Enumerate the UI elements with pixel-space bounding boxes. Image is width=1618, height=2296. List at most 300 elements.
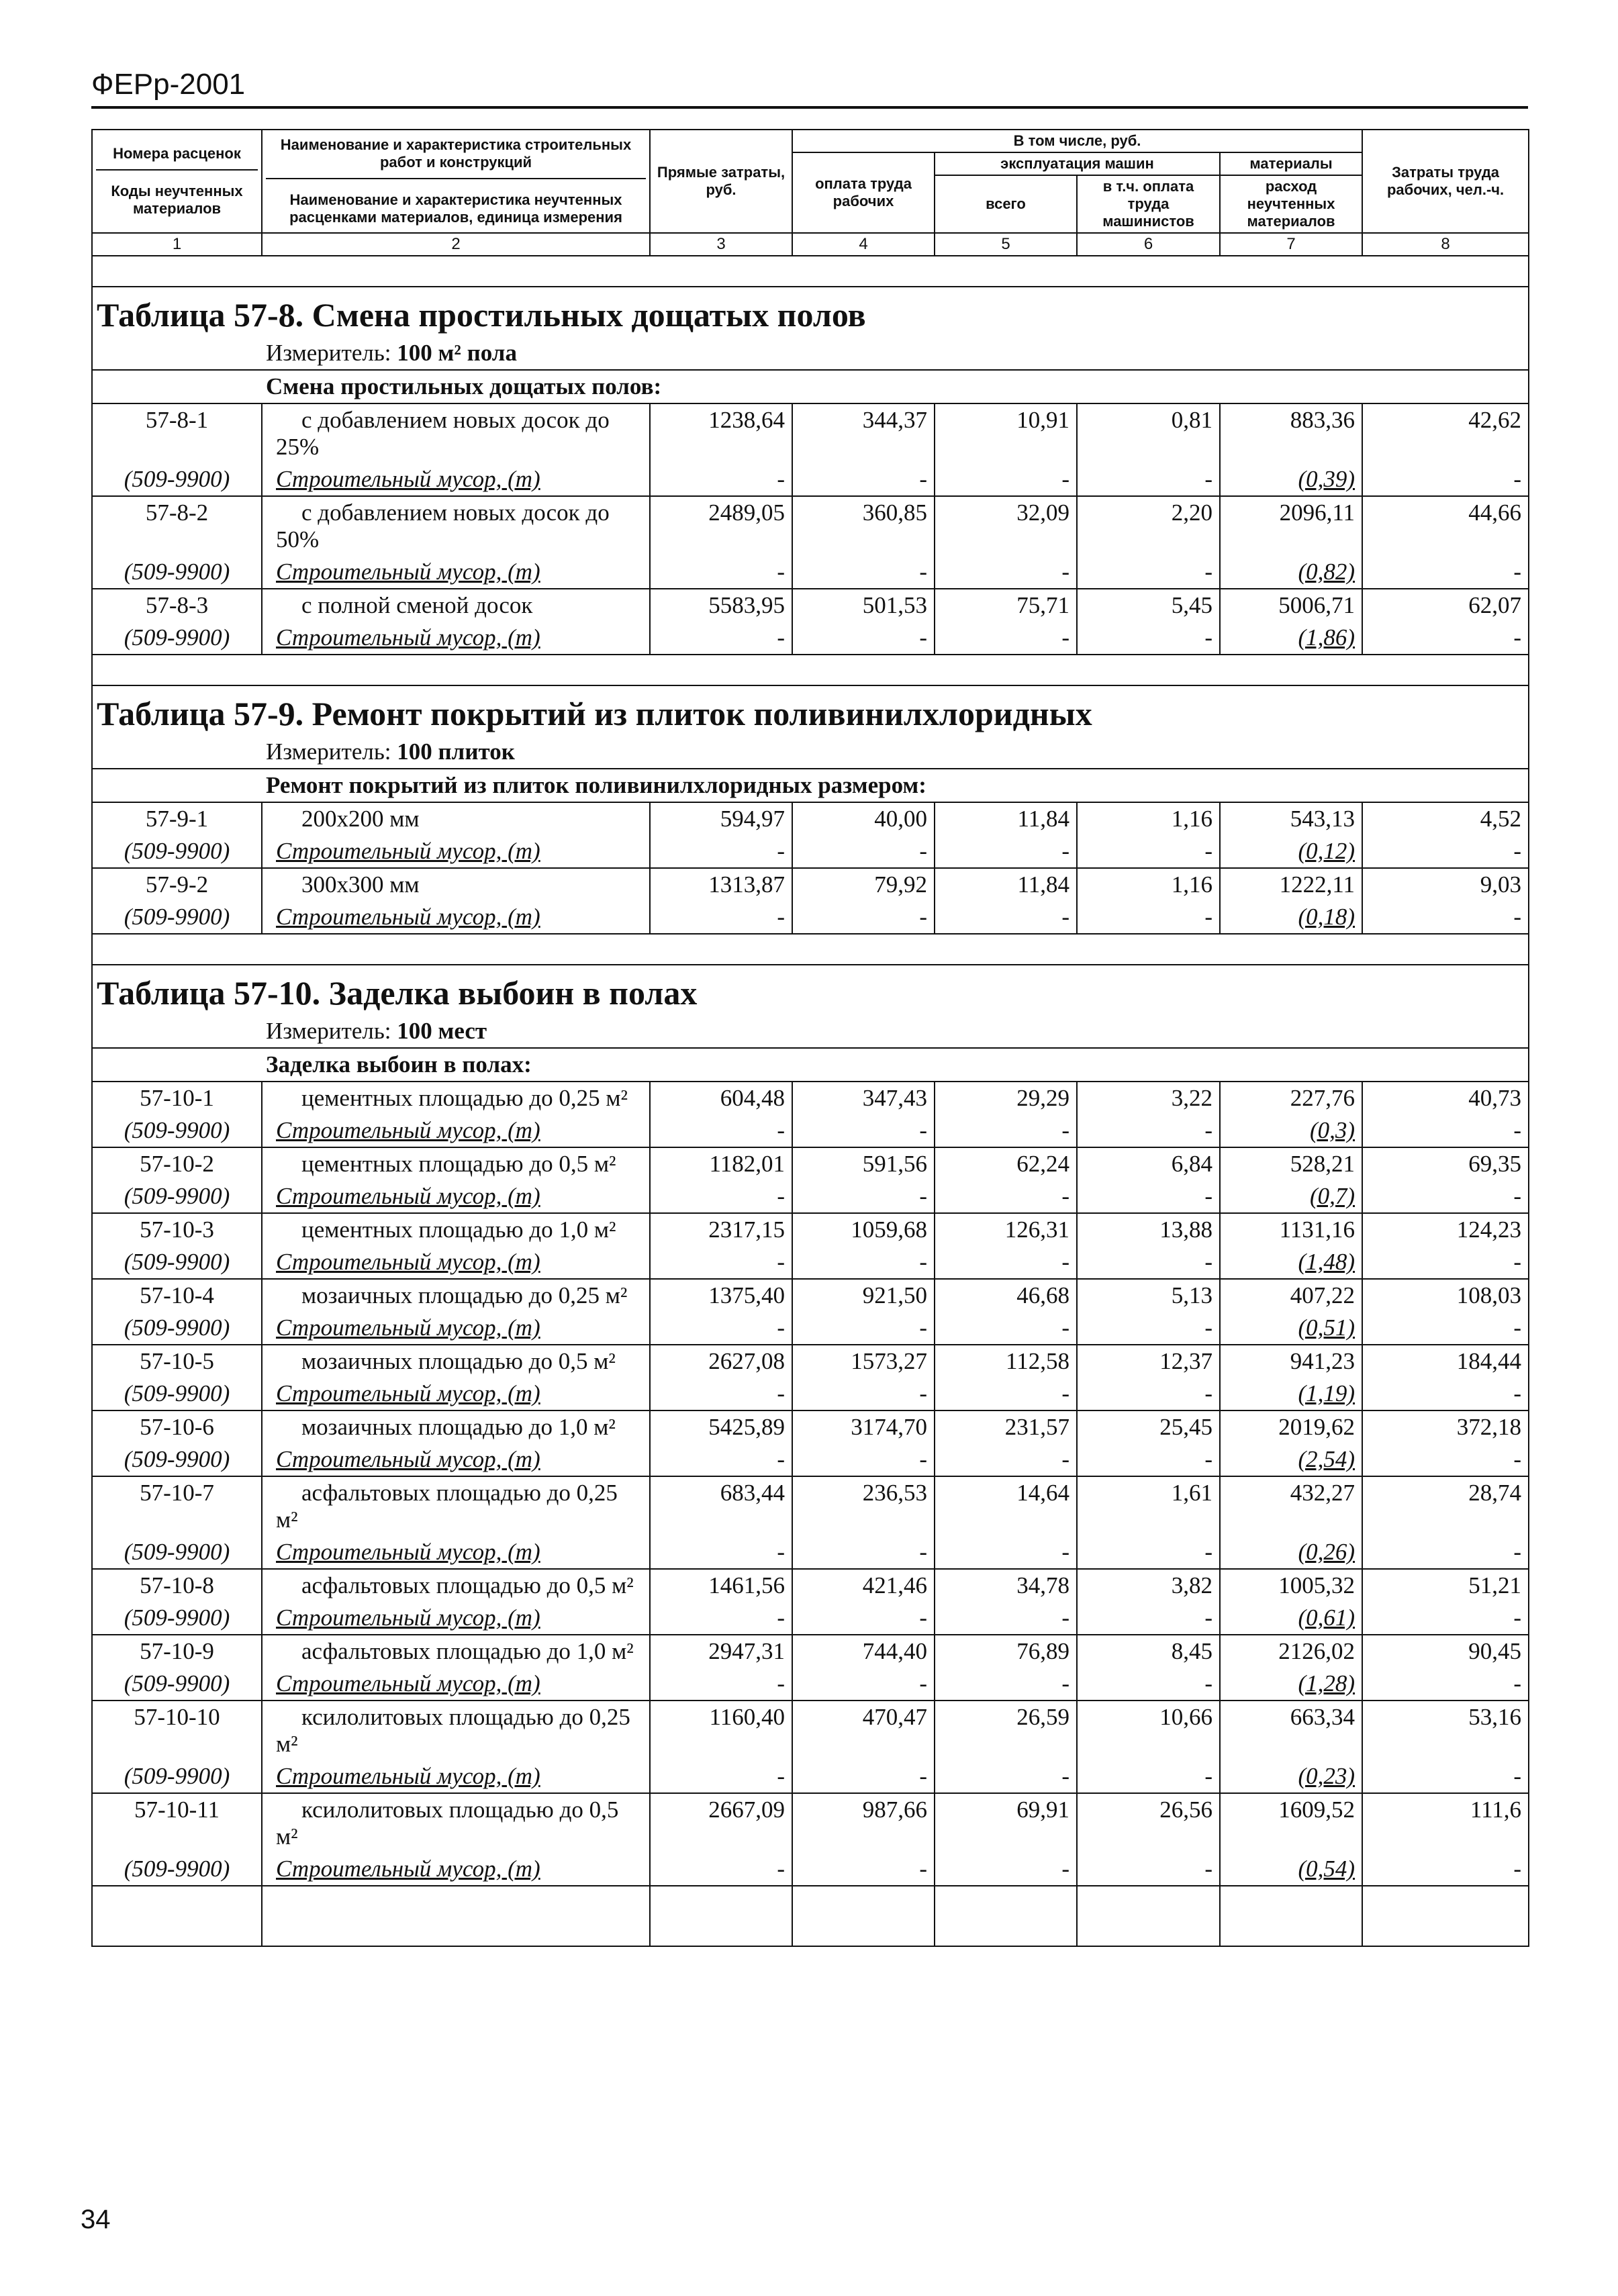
meter-value: 100 плиток bbox=[397, 738, 515, 765]
material-value: - bbox=[919, 1670, 927, 1696]
material-direct-cost bbox=[650, 463, 792, 496]
machines-total: 46,68 bbox=[935, 1279, 1077, 1312]
material-name-text: Строительный мусор, (т) bbox=[276, 1380, 540, 1406]
col2-header-bottom: Наименование и характеристика неучтенных расценками материалов, единица измерения bbox=[289, 191, 622, 226]
material-value: (0,23) bbox=[1298, 1763, 1355, 1789]
rate-code: 57-10-6 bbox=[92, 1410, 262, 1443]
material-code: (509-9900) bbox=[92, 1246, 262, 1279]
material-row bbox=[92, 1180, 1529, 1213]
material-code: (509-9900) bbox=[92, 901, 262, 934]
material-materials bbox=[1220, 556, 1362, 589]
material-machinist-wage bbox=[1077, 1536, 1220, 1569]
meter-value: 100 мест bbox=[397, 1018, 487, 1044]
worker-wage: 360,85 bbox=[792, 496, 935, 556]
material-machinist-wage bbox=[1077, 1246, 1220, 1279]
material-direct-cost bbox=[650, 1378, 792, 1410]
blank-cell bbox=[935, 1886, 1077, 1946]
material-value: - bbox=[1204, 904, 1212, 930]
material-direct-cost bbox=[650, 556, 792, 589]
direct-cost: 2947,31 bbox=[650, 1635, 792, 1668]
work-name bbox=[262, 1082, 650, 1114]
material-value: - bbox=[1513, 1446, 1522, 1472]
direct-cost: 594,97 bbox=[650, 802, 792, 835]
material-value: - bbox=[1513, 1856, 1522, 1882]
material-labor-hours bbox=[1362, 1246, 1529, 1279]
work-name bbox=[262, 802, 650, 835]
header-rule bbox=[91, 106, 1528, 109]
machines-total: 112,58 bbox=[935, 1345, 1077, 1378]
work-name bbox=[262, 1569, 650, 1602]
rate-code: 57-8-2 bbox=[92, 496, 262, 556]
material-value: - bbox=[1204, 1446, 1212, 1472]
work-name-text: мозаичных площадью до 0,5 м² bbox=[301, 1348, 616, 1374]
machinist-wage: 8,45 bbox=[1077, 1635, 1220, 1668]
material-machinist-wage bbox=[1077, 1378, 1220, 1410]
material-labor-hours bbox=[1362, 1180, 1529, 1213]
material-code: (509-9900) bbox=[92, 1312, 262, 1345]
worker-wage: 501,53 bbox=[792, 589, 935, 622]
blank-cell bbox=[262, 1886, 650, 1946]
material-value: - bbox=[777, 1539, 785, 1565]
machines-total: 126,31 bbox=[935, 1213, 1077, 1246]
blank-cell bbox=[92, 1886, 262, 1946]
labor-hours: 4,52 bbox=[1362, 802, 1529, 835]
material-labor-hours bbox=[1362, 463, 1529, 496]
table-row bbox=[92, 1279, 1529, 1312]
material-name bbox=[262, 463, 650, 496]
material-value: - bbox=[1204, 1605, 1212, 1631]
material-value: (1,19) bbox=[1298, 1380, 1355, 1406]
material-machines-total bbox=[935, 901, 1077, 934]
worker-wage: 921,50 bbox=[792, 1279, 935, 1312]
material-value: - bbox=[777, 838, 785, 864]
material-name-text: Строительный мусор, (т) bbox=[276, 1605, 540, 1631]
rate-code: 57-10-7 bbox=[92, 1476, 262, 1536]
direct-cost: 2489,05 bbox=[650, 496, 792, 556]
labor-hours: 108,03 bbox=[1362, 1279, 1529, 1312]
material-value: - bbox=[1061, 1380, 1069, 1406]
material-labor-hours bbox=[1362, 1760, 1529, 1793]
rate-code: 57-8-3 bbox=[92, 589, 262, 622]
worker-wage: 40,00 bbox=[792, 802, 935, 835]
material-machines-total bbox=[935, 1536, 1077, 1569]
col4-header: оплата труда рабочих bbox=[792, 152, 935, 233]
meter-prefix: Измеритель: bbox=[266, 1018, 397, 1044]
column-number: 5 bbox=[935, 233, 1077, 256]
col3-header: Прямые затраты, руб. bbox=[650, 130, 792, 233]
meter-row bbox=[92, 736, 1529, 769]
material-value: (0,12) bbox=[1298, 838, 1355, 864]
table-row bbox=[92, 403, 1529, 463]
column-number-row bbox=[92, 233, 1529, 256]
material-value: - bbox=[1204, 1763, 1212, 1789]
rate-code: 57-10-4 bbox=[92, 1279, 262, 1312]
material-machines-total bbox=[935, 1378, 1077, 1410]
material-materials bbox=[1220, 1312, 1362, 1345]
material-value: - bbox=[919, 624, 927, 651]
material-name-text: Строительный мусор, (т) bbox=[276, 466, 540, 492]
material-name-text: Строительный мусор, (т) bbox=[276, 904, 540, 930]
worker-wage: 3174,70 bbox=[792, 1410, 935, 1443]
work-name-text: ксилолитовых площадью до 0,5 м² bbox=[276, 1797, 619, 1850]
table-row bbox=[92, 589, 1529, 622]
machines-total: 76,89 bbox=[935, 1635, 1077, 1668]
material-value: - bbox=[1061, 1314, 1069, 1341]
labor-hours: 44,66 bbox=[1362, 496, 1529, 556]
material-value: - bbox=[1204, 1380, 1212, 1406]
table-gap bbox=[92, 934, 1529, 965]
machinist-wage: 25,45 bbox=[1077, 1410, 1220, 1443]
machinist-wage: 6,84 bbox=[1077, 1147, 1220, 1180]
column-number: 8 bbox=[1362, 233, 1529, 256]
material-value: - bbox=[1204, 559, 1212, 585]
document-code: ФЕРр-2001 bbox=[91, 68, 246, 101]
material-value: - bbox=[1061, 559, 1069, 585]
material-materials bbox=[1220, 463, 1362, 496]
work-name bbox=[262, 589, 650, 622]
material-name-text: Строительный мусор, (т) bbox=[276, 1446, 540, 1472]
material-code: (509-9900) bbox=[92, 1443, 262, 1476]
material-worker-wage bbox=[792, 463, 935, 496]
material-value: - bbox=[777, 1670, 785, 1696]
table-row bbox=[92, 868, 1529, 901]
direct-cost: 1375,40 bbox=[650, 1279, 792, 1312]
table-row bbox=[92, 1082, 1529, 1114]
material-value: - bbox=[1061, 1446, 1069, 1472]
machines-total: 11,84 bbox=[935, 868, 1077, 901]
work-name-text: ксилолитовых площадью до 0,25 м² bbox=[276, 1704, 630, 1757]
materials: 2126,02 bbox=[1220, 1635, 1362, 1668]
material-value: - bbox=[919, 904, 927, 930]
material-name-text: Строительный мусор, (т) bbox=[276, 1856, 540, 1882]
material-value: - bbox=[777, 1856, 785, 1882]
material-machines-total bbox=[935, 1668, 1077, 1701]
material-value: - bbox=[1204, 1117, 1212, 1143]
material-name-text: Строительный мусор, (т) bbox=[276, 1314, 540, 1341]
material-value: - bbox=[1513, 1183, 1522, 1209]
material-worker-wage bbox=[792, 1378, 935, 1410]
material-worker-wage bbox=[792, 1246, 935, 1279]
machinist-wage: 3,22 bbox=[1077, 1082, 1220, 1114]
material-labor-hours bbox=[1362, 1378, 1529, 1410]
material-row bbox=[92, 901, 1529, 934]
material-value: - bbox=[777, 624, 785, 651]
material-value: - bbox=[1513, 838, 1522, 864]
material-code: (509-9900) bbox=[92, 1536, 262, 1569]
material-materials bbox=[1220, 901, 1362, 934]
col1-header-bottom: Коды неучтенных материалов bbox=[111, 183, 243, 217]
material-materials bbox=[1220, 1114, 1362, 1147]
material-value: (0,3) bbox=[1309, 1117, 1355, 1143]
material-value: - bbox=[1513, 1380, 1522, 1406]
material-value: - bbox=[1061, 624, 1069, 651]
machinist-wage: 3,82 bbox=[1077, 1569, 1220, 1602]
materials: 1131,16 bbox=[1220, 1213, 1362, 1246]
material-value: - bbox=[1061, 1856, 1069, 1882]
material-row bbox=[92, 1378, 1529, 1410]
worker-wage: 421,46 bbox=[792, 1569, 935, 1602]
work-name-text: с добавлением новых досок до 50% bbox=[276, 499, 610, 553]
work-name bbox=[262, 1410, 650, 1443]
material-value: - bbox=[1204, 1670, 1212, 1696]
worker-wage: 470,47 bbox=[792, 1701, 935, 1760]
material-value: - bbox=[1513, 624, 1522, 651]
material-worker-wage bbox=[792, 1180, 935, 1213]
machines-total: 62,24 bbox=[935, 1147, 1077, 1180]
material-direct-cost bbox=[650, 1114, 792, 1147]
material-name bbox=[262, 1312, 650, 1345]
work-name bbox=[262, 868, 650, 901]
direct-cost: 683,44 bbox=[650, 1476, 792, 1536]
material-direct-cost bbox=[650, 1180, 792, 1213]
material-materials bbox=[1220, 1536, 1362, 1569]
material-code: (509-9900) bbox=[92, 1760, 262, 1793]
rates-table bbox=[91, 129, 1529, 1947]
material-value: - bbox=[1513, 1539, 1522, 1565]
material-worker-wage bbox=[792, 1602, 935, 1635]
work-name-text: асфальтовых площадью до 1,0 м² bbox=[301, 1638, 634, 1664]
material-value: - bbox=[777, 1314, 785, 1341]
table-title-row bbox=[92, 287, 1529, 337]
material-worker-wage bbox=[792, 1114, 935, 1147]
material-direct-cost bbox=[650, 1853, 792, 1886]
material-value: - bbox=[777, 1763, 785, 1789]
machines-total: 69,91 bbox=[935, 1793, 1077, 1853]
material-value: - bbox=[1061, 838, 1069, 864]
work-name-text: цементных площадью до 1,0 м² bbox=[301, 1216, 616, 1243]
direct-cost: 2317,15 bbox=[650, 1213, 792, 1246]
labor-hours: 9,03 bbox=[1362, 868, 1529, 901]
material-value: - bbox=[919, 559, 927, 585]
direct-cost: 5425,89 bbox=[650, 1410, 792, 1443]
material-value: - bbox=[1513, 466, 1522, 492]
column-number: 3 bbox=[650, 233, 792, 256]
table-row bbox=[92, 1793, 1529, 1853]
work-name-text: асфальтовых площадью до 0,5 м² bbox=[301, 1572, 634, 1598]
materials: 941,23 bbox=[1220, 1345, 1362, 1378]
material-value: - bbox=[919, 466, 927, 492]
section-heading: Смена простильных дощатых полов: bbox=[92, 370, 1529, 403]
meter-row bbox=[92, 1015, 1529, 1048]
blank-cell bbox=[1220, 1886, 1362, 1946]
meter-value: 100 м² пола bbox=[397, 340, 517, 366]
material-machinist-wage bbox=[1077, 901, 1220, 934]
material-worker-wage bbox=[792, 1312, 935, 1345]
meter-prefix: Измеритель: bbox=[266, 340, 397, 366]
material-direct-cost bbox=[650, 1312, 792, 1345]
material-value: - bbox=[919, 1446, 927, 1472]
machinist-wage: 10,66 bbox=[1077, 1701, 1220, 1760]
meter bbox=[92, 1015, 1529, 1048]
work-name-text: мозаичных площадью до 1,0 м² bbox=[301, 1414, 616, 1440]
page-number: 34 bbox=[81, 2205, 111, 2234]
materials: 1222,11 bbox=[1220, 868, 1362, 901]
material-row bbox=[92, 1246, 1529, 1279]
col2-header-top: Наименование и характеристика строительных работ и конструкций bbox=[266, 136, 646, 179]
material-row bbox=[92, 556, 1529, 589]
machines-total: 32,09 bbox=[935, 496, 1077, 556]
material-worker-wage bbox=[792, 835, 935, 868]
material-worker-wage bbox=[792, 1853, 935, 1886]
column-number: 1 bbox=[92, 233, 262, 256]
material-value: (0,26) bbox=[1298, 1539, 1355, 1565]
materials: 543,13 bbox=[1220, 802, 1362, 835]
material-name bbox=[262, 1668, 650, 1701]
rate-code: 57-10-9 bbox=[92, 1635, 262, 1668]
table-title: Таблица 57-9. Ремонт покрытий из плиток поливинилхлоридных bbox=[92, 685, 1529, 736]
material-machinist-wage bbox=[1077, 1668, 1220, 1701]
work-name-text: асфальтовых площадью до 0,25 м² bbox=[276, 1480, 618, 1533]
material-value: - bbox=[1061, 1249, 1069, 1275]
table-gap bbox=[92, 655, 1529, 685]
material-name bbox=[262, 556, 650, 589]
material-machinist-wage bbox=[1077, 1114, 1220, 1147]
material-direct-cost bbox=[650, 835, 792, 868]
labor-hours: 28,74 bbox=[1362, 1476, 1529, 1536]
rate-code: 57-10-11 bbox=[92, 1793, 262, 1853]
work-name-text: с добавлением новых досок до 25% bbox=[276, 407, 610, 460]
worker-wage: 347,43 bbox=[792, 1082, 935, 1114]
material-value: - bbox=[1204, 466, 1212, 492]
material-direct-cost bbox=[650, 1760, 792, 1793]
blank-cell bbox=[1077, 1886, 1220, 1946]
material-labor-hours bbox=[1362, 1602, 1529, 1635]
material-code: (509-9900) bbox=[92, 556, 262, 589]
materials: 883,36 bbox=[1220, 403, 1362, 463]
material-value: - bbox=[777, 559, 785, 585]
material-value: - bbox=[777, 1249, 785, 1275]
material-worker-wage bbox=[792, 1443, 935, 1476]
table-row bbox=[92, 1569, 1529, 1602]
rate-code: 57-10-10 bbox=[92, 1701, 262, 1760]
section-row bbox=[92, 1048, 1529, 1082]
table-title: Таблица 57-10. Заделка выбоин в полах bbox=[92, 965, 1529, 1015]
material-materials bbox=[1220, 1443, 1362, 1476]
material-value: - bbox=[1513, 1605, 1522, 1631]
machinist-wage: 5,45 bbox=[1077, 589, 1220, 622]
direct-cost: 1461,56 bbox=[650, 1569, 792, 1602]
material-value: - bbox=[919, 1539, 927, 1565]
material-labor-hours bbox=[1362, 1536, 1529, 1569]
col6-header: в т.ч. оплата труда машинистов bbox=[1077, 175, 1220, 233]
material-name-text: Строительный мусор, (т) bbox=[276, 838, 540, 864]
table-row bbox=[92, 1635, 1529, 1668]
material-materials bbox=[1220, 1378, 1362, 1410]
table-row bbox=[92, 1213, 1529, 1246]
direct-cost: 1238,64 bbox=[650, 403, 792, 463]
col7-header: расход неучтенных материалов bbox=[1220, 175, 1362, 233]
page-header bbox=[91, 67, 1528, 109]
material-value: (1,48) bbox=[1298, 1249, 1355, 1275]
material-code: (509-9900) bbox=[92, 622, 262, 655]
material-machinist-wage bbox=[1077, 1853, 1220, 1886]
direct-cost: 2667,09 bbox=[650, 1793, 792, 1853]
material-value: (0,54) bbox=[1298, 1856, 1355, 1882]
material-direct-cost bbox=[650, 1668, 792, 1701]
table-row bbox=[92, 1701, 1529, 1760]
material-machines-total bbox=[935, 1602, 1077, 1635]
direct-cost: 604,48 bbox=[650, 1082, 792, 1114]
labor-hours: 372,18 bbox=[1362, 1410, 1529, 1443]
machines-total: 34,78 bbox=[935, 1569, 1077, 1602]
material-machines-total bbox=[935, 1312, 1077, 1345]
material-machinist-wage bbox=[1077, 556, 1220, 589]
machines-total: 10,91 bbox=[935, 403, 1077, 463]
direct-cost: 1160,40 bbox=[650, 1701, 792, 1760]
section-heading: Ремонт покрытий из плиток поливинилхлоридных размером: bbox=[92, 769, 1529, 802]
worker-wage: 987,66 bbox=[792, 1793, 935, 1853]
material-value: - bbox=[1061, 1670, 1069, 1696]
material-machines-total bbox=[935, 556, 1077, 589]
meter-row bbox=[92, 337, 1529, 370]
work-name bbox=[262, 1476, 650, 1536]
machines-total: 26,59 bbox=[935, 1701, 1077, 1760]
labor-hours: 184,44 bbox=[1362, 1345, 1529, 1378]
work-name bbox=[262, 1701, 650, 1760]
blank-cell bbox=[650, 1886, 792, 1946]
material-machines-total bbox=[935, 1114, 1077, 1147]
material-name bbox=[262, 1853, 650, 1886]
material-row bbox=[92, 1312, 1529, 1345]
work-name bbox=[262, 1635, 650, 1668]
material-value: - bbox=[1513, 1670, 1522, 1696]
worker-wage: 1573,27 bbox=[792, 1345, 935, 1378]
material-row bbox=[92, 1536, 1529, 1569]
table-title-row bbox=[92, 965, 1529, 1015]
material-value: - bbox=[1513, 1763, 1522, 1789]
material-value: (0,18) bbox=[1298, 904, 1355, 930]
table-row bbox=[92, 1476, 1529, 1536]
machinist-wage: 26,56 bbox=[1077, 1793, 1220, 1853]
column-number: 2 bbox=[262, 233, 650, 256]
material-machinist-wage bbox=[1077, 1312, 1220, 1345]
material-row bbox=[92, 1114, 1529, 1147]
meter bbox=[92, 337, 1529, 370]
material-labor-hours bbox=[1362, 1114, 1529, 1147]
labor-hours: 42,62 bbox=[1362, 403, 1529, 463]
material-row bbox=[92, 1853, 1529, 1886]
materials: 1005,32 bbox=[1220, 1569, 1362, 1602]
material-code: (509-9900) bbox=[92, 1853, 262, 1886]
material-value: - bbox=[919, 1856, 927, 1882]
rate-code: 57-10-3 bbox=[92, 1213, 262, 1246]
material-code: (509-9900) bbox=[92, 1668, 262, 1701]
material-labor-hours bbox=[1362, 901, 1529, 934]
material-value: (0,51) bbox=[1298, 1314, 1355, 1341]
material-name-text: Строительный мусор, (т) bbox=[276, 624, 540, 651]
material-value: (1,86) bbox=[1298, 624, 1355, 651]
material-materials bbox=[1220, 1246, 1362, 1279]
rate-code: 57-9-1 bbox=[92, 802, 262, 835]
material-row bbox=[92, 1443, 1529, 1476]
section-row bbox=[92, 769, 1529, 802]
material-value: - bbox=[777, 904, 785, 930]
material-name-text: Строительный мусор, (т) bbox=[276, 1670, 540, 1696]
work-name bbox=[262, 1345, 650, 1378]
rate-code: 57-10-8 bbox=[92, 1569, 262, 1602]
material-worker-wage bbox=[792, 556, 935, 589]
material-materials bbox=[1220, 1602, 1362, 1635]
rate-code: 57-10-2 bbox=[92, 1147, 262, 1180]
material-value: - bbox=[777, 1446, 785, 1472]
work-name bbox=[262, 403, 650, 463]
machinist-wage: 1,16 bbox=[1077, 802, 1220, 835]
material-value: - bbox=[919, 1380, 927, 1406]
column-number: 7 bbox=[1220, 233, 1362, 256]
material-value: - bbox=[1204, 624, 1212, 651]
material-machines-total bbox=[935, 463, 1077, 496]
machinist-wage: 1,16 bbox=[1077, 868, 1220, 901]
